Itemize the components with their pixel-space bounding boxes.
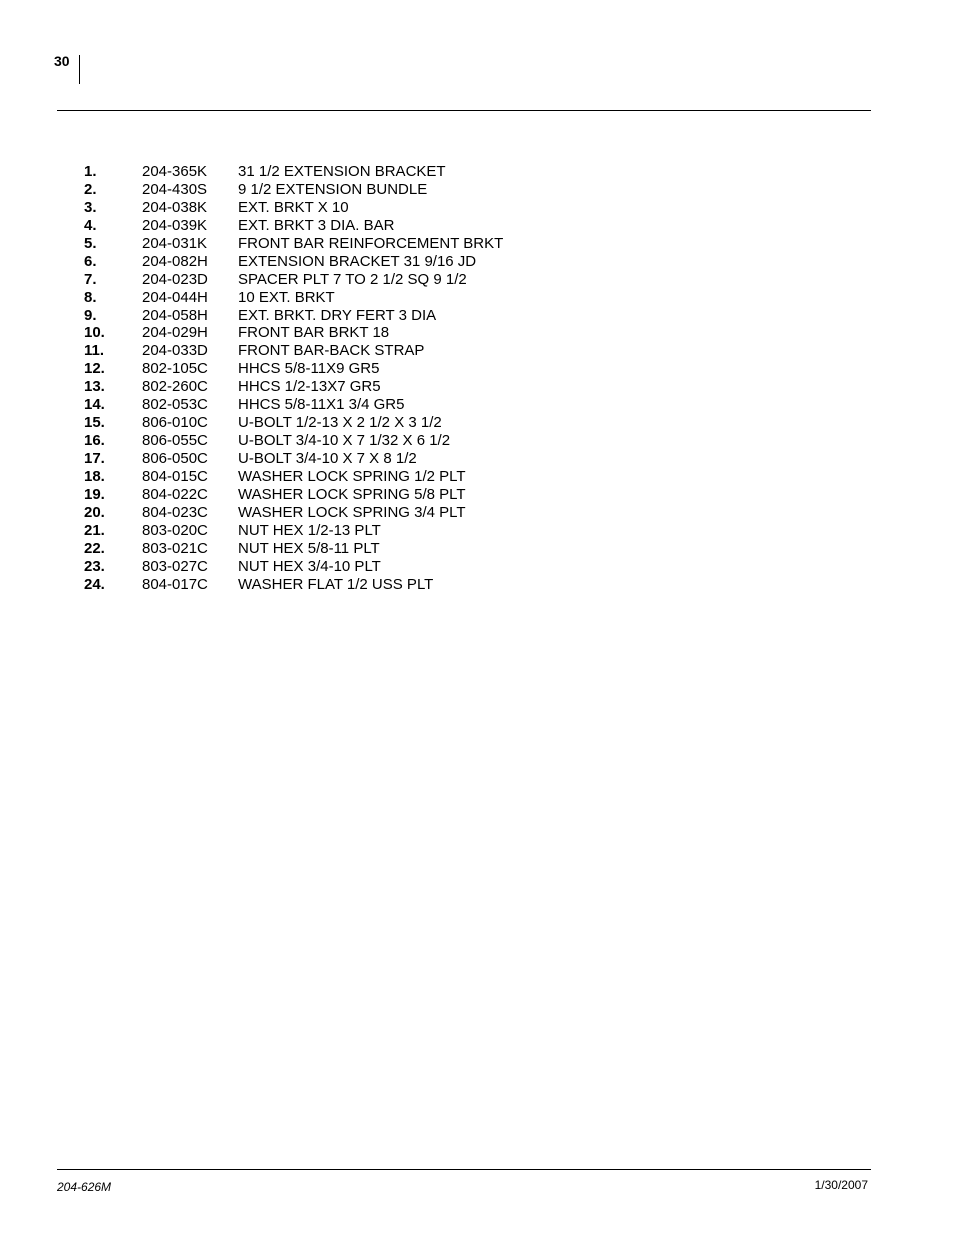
part-number: 204-082H — [142, 252, 208, 270]
part-number: 804-023C — [142, 503, 208, 521]
parts-list-row — [84, 181, 558, 199]
part-number: 802-053C — [142, 396, 208, 414]
part-description: U-BOLT 3/4-10 X 7 X 8 1/2 — [238, 450, 417, 467]
item-number: 5. — [84, 234, 97, 252]
item-number: 23. — [84, 557, 105, 575]
part-description: NUT HEX 1/2-13 PLT — [238, 521, 381, 539]
part-description: WASHER LOCK SPRING 3/4 PLT — [238, 503, 466, 521]
parts-list-row — [84, 432, 558, 450]
part-number: 204-033D — [142, 342, 208, 360]
footer-rule — [57, 1169, 871, 1170]
part-description: HHCS 5/8-11X9 GR5 — [238, 360, 380, 378]
part-number: 204-038K — [142, 198, 208, 216]
item-number: 7. — [84, 270, 97, 288]
page-number-divider — [79, 55, 80, 84]
item-number: 8. — [84, 288, 97, 306]
part-description: HHCS 5/8-11X1 3/4 GR5 — [238, 396, 405, 414]
item-number: 17. — [84, 450, 105, 467]
part-description: WASHER LOCK SPRING 1/2 PLT — [238, 467, 466, 485]
part-description: WASHER LOCK SPRING 5/8 PLT — [238, 485, 466, 503]
part-number: 204-365K — [142, 163, 208, 180]
parts-list-row — [84, 271, 558, 289]
parts-list-row — [84, 324, 558, 342]
part-number: 204-044H — [142, 288, 208, 306]
page-number: 30 — [54, 53, 70, 69]
part-number: 804-017C — [142, 575, 208, 593]
item-number: 6. — [84, 252, 97, 270]
part-number: 204-430S — [142, 180, 208, 198]
part-number: 204-023D — [142, 270, 208, 288]
item-number: 19. — [84, 485, 105, 503]
parts-list-row — [84, 163, 558, 181]
part-number: 804-015C — [142, 467, 208, 485]
item-number: 16. — [84, 432, 105, 450]
part-description: 9 1/2 EXTENSION BUNDLE — [238, 180, 428, 198]
footer-date: 1/30/2007 — [814, 1178, 868, 1192]
parts-list-row — [84, 576, 558, 594]
part-description: FRONT BAR REINFORCEMENT BRKT — [238, 234, 504, 252]
item-number: 11. — [84, 342, 105, 360]
parts-list-row — [84, 558, 558, 576]
part-description: EXT. BRKT 3 DIA. BAR — [238, 216, 395, 234]
parts-list-row — [84, 253, 558, 271]
part-description: 31 1/2 EXTENSION BRACKET — [238, 163, 446, 180]
part-description: NUT HEX 5/8-11 PLT — [238, 539, 380, 557]
part-number: 806-050C — [142, 450, 208, 467]
item-number: 24. — [84, 575, 105, 593]
parts-list-row — [84, 504, 558, 522]
parts-list-row — [84, 342, 558, 360]
parts-list-row — [84, 378, 558, 396]
footer-doc-number: 204-626M — [57, 1180, 112, 1194]
part-description: FRONT BAR-BACK STRAP — [238, 342, 425, 360]
parts-list-row — [84, 289, 558, 307]
item-number: 18. — [84, 467, 105, 485]
item-number: 14. — [84, 396, 105, 414]
part-number: 803-020C — [142, 521, 208, 539]
parts-list — [84, 163, 558, 594]
parts-list-row — [84, 307, 558, 325]
parts-list-row — [84, 450, 558, 468]
item-number: 2. — [84, 180, 97, 198]
item-number: 10. — [84, 324, 105, 342]
part-description: SPACER PLT 7 TO 2 1/2 SQ 9 1/2 — [238, 270, 467, 288]
header-rule — [57, 110, 871, 111]
part-number: 806-055C — [142, 432, 208, 450]
item-number: 22. — [84, 539, 105, 557]
parts-list-row — [84, 396, 558, 414]
part-number: 204-029H — [142, 324, 208, 342]
part-description: WASHER FLAT 1/2 USS PLT — [238, 575, 434, 593]
item-number: 1. — [84, 163, 97, 180]
part-number: 204-039K — [142, 216, 208, 234]
part-description: HHCS 1/2-13X7 GR5 — [238, 378, 381, 396]
part-description: U-BOLT 1/2-13 X 2 1/2 X 3 1/2 — [238, 414, 442, 432]
parts-list-row — [84, 414, 558, 432]
parts-list-row — [84, 540, 558, 558]
item-number: 12. — [84, 360, 105, 378]
item-number: 3. — [84, 198, 97, 216]
part-number: 802-105C — [142, 360, 208, 378]
part-description: 10 EXT. BRKT — [238, 288, 335, 306]
item-number: 21. — [84, 521, 105, 539]
part-number: 806-010C — [142, 414, 208, 432]
item-number: 20. — [84, 503, 105, 521]
part-description: EXTENSION BRACKET 31 9/16 JD — [238, 252, 477, 270]
part-number: 803-021C — [142, 539, 208, 557]
parts-list-row — [84, 468, 558, 486]
part-description: NUT HEX 3/4-10 PLT — [238, 557, 381, 575]
part-number: 204-058H — [142, 306, 208, 324]
part-description: FRONT BAR BRKT 18 — [238, 324, 390, 342]
part-description: U-BOLT 3/4-10 X 7 1/32 X 6 1/2 — [238, 432, 451, 450]
part-description: EXT. BRKT X 10 — [238, 198, 349, 216]
parts-list-row — [84, 235, 558, 253]
part-number: 804-022C — [142, 485, 208, 503]
parts-list-row — [84, 486, 558, 504]
item-number: 4. — [84, 216, 97, 234]
item-number: 13. — [84, 378, 105, 396]
part-number: 802-260C — [142, 378, 208, 396]
parts-list-row — [84, 217, 558, 235]
item-number: 15. — [84, 414, 105, 432]
part-description: EXT. BRKT. DRY FERT 3 DIA — [238, 306, 437, 324]
part-number: 803-027C — [142, 557, 208, 575]
parts-list-row — [84, 522, 558, 540]
parts-list-row — [84, 199, 558, 217]
parts-list-row — [84, 360, 558, 378]
part-number: 204-031K — [142, 234, 208, 252]
item-number: 9. — [84, 306, 97, 324]
